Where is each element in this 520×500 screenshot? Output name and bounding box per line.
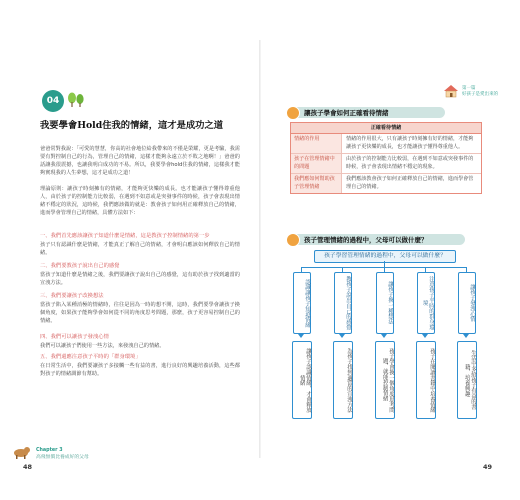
step-detail: 孩子學會換一個角度思考問題，就能控制情緒 [375, 341, 395, 419]
sub-paragraph-5: 在日常生活中，我們要讓孩子多接觸一些有益的書，進行良好的興趣培養活動，這些都對孩子的情緒調節有幫助。 [40, 363, 240, 377]
corner-label-line1: 第一篇 [462, 86, 476, 91]
table-key: 情緒的作用 [291, 134, 342, 153]
sub-paragraph-4: 我們可以讓孩子們使用一些方法，來發洩自己的情緒。 [40, 343, 165, 349]
step-label: 注意孩子平時的群身環境 [417, 272, 435, 334]
bulb-icon [286, 106, 300, 120]
section2-header [290, 234, 465, 245]
step-detail: 為孩子找到適當的宣洩方法 [333, 341, 353, 419]
subhead-1: 一、我們首先應該讓孩子知道什麼是情緒，這是教孩子控制情緒的第一步 [40, 233, 210, 239]
sub-paragraph-1: 孩子只有認識什麼是情緒，才能真正了解自己的情緒，才會明白應該如何釋放自己的情緒。 [40, 242, 240, 256]
emotion-table [290, 122, 482, 194]
trees-icon [67, 92, 85, 108]
footer-chapter-text: 高飛無價比養成好的父母 [36, 455, 89, 460]
table-row [291, 154, 481, 174]
principle-paragraph: 理論原則：讓孩子時刻擁有的情緒，才能夠更快樂的成長。也才能讓孩子懂得尊重他人，由於孩子的控制能力比較弱，在遇到不如意或是突發事件的時候，孩子會表現出情緒不穩定的狀況，這時候，我們應該做的就是：教會孩子如何用正確釋放自己的情緒，進而學會管理自己的情緒，具體方法如下： [40, 186, 240, 216]
table-key: 孩子在管理情緒中的問題 [291, 154, 342, 173]
corner-label-line2: 好孩子是愛出來的 [462, 92, 498, 97]
page-number-left: 48 [23, 463, 33, 471]
table-header: 正確看待情緒 [291, 123, 481, 134]
sub-paragraph-3: 當孩子陷入某種消極的情緒時，往往是因為一時的想不開，這時，我們要學會讓孩子換個角度，如果孩子能夠學會如何從不同的角度思考問題，那麼，孩子更容易控制自己的情緒。 [40, 302, 240, 324]
section1-title: 讓孩子學會如何正確看待情緒 [304, 109, 389, 117]
down-arrow-icon [339, 334, 345, 338]
sub-paragraph-2: 當孩子知道什麼是情緒之後，我們要讓孩子說出自己的感覺，這有助於孩子找到適當的宣洩方法。 [40, 272, 240, 286]
table-row [291, 134, 481, 154]
step-label: 讓孩子發洩心情 [458, 272, 476, 334]
step-label: 讓孩子換一種想法 [376, 272, 394, 334]
bulb-icon [286, 233, 300, 247]
table-key: 我們應如何幫助孩子管理情緒 [291, 174, 342, 193]
house-icon [443, 84, 459, 98]
table-row [291, 174, 481, 193]
table-value: 情緒的作用很大，只有讓孩子時刻擁有好的情緒，才能夠讓孩子更快樂的成長，也才能讓孩子懂得尊重他人。 [346, 136, 474, 150]
down-arrow-icon [463, 334, 469, 338]
dog-icon [10, 445, 32, 459]
step-detail: 讓孩子認識情緒，才會釋放情緒 [292, 341, 312, 419]
down-arrow-icon [381, 334, 387, 338]
subhead-4: 四、我們可以讓孩子發洩心情 [40, 334, 109, 340]
table-value: 我們應該教會孩子如何正確釋放自己的情緒，進而學會管理自己的情緒。 [346, 176, 474, 190]
footer-chapter [36, 448, 89, 460]
step-label: 認識讓孩子知道情緒 [293, 272, 311, 334]
footer-chapter-label: Chapter 3 [36, 448, 63, 453]
subhead-2: 二、我們要教孩子說出自己的感覺 [40, 263, 120, 269]
chapter-title: 我要學會Hold住我的情緒，這才是成功之道 [40, 120, 224, 131]
corner-label [462, 86, 498, 98]
down-arrow-icon [422, 334, 428, 338]
flow-title: 孩子學習管理情緒的過程中，父母可以做什麼？ [314, 250, 456, 263]
step-detail: 孩子在閱讀書籍中培養情緒 [416, 341, 436, 419]
down-arrow-icon [298, 334, 304, 338]
subhead-5: 五、我們還應注意孩子平時的「群身環境」 [40, 354, 141, 360]
step-label: 教孩子說出自己的感覺 [334, 272, 352, 334]
chapter-number-badge: 04 [42, 90, 64, 112]
table-value: 由於孩子的控制能力比較弱，在遇到不如意或突發事件的時候，孩子會表現出情緒不穩定的現象。 [346, 156, 474, 170]
step-detail: 生活中多給孩子有益的書籍，培養興趣 [457, 341, 477, 419]
section1-header [290, 107, 445, 118]
section2-title: 孩子管理情緒的過程中，父母可以做什麼？ [304, 236, 428, 244]
page-number-right: 49 [483, 463, 493, 471]
intro-paragraph: 爸爸常對我說：「可愛的慧慧，你高的社會地位給我帶來的不僅是榮耀，更是考驗，我需要有對控制自己的行為，管理自己的情緒，這樣才能夠永遠立於不敗之地啊！」爸爸的話讓我很震撼，也讓我明白成功的不易。所以，我要學會hold住我的情緒，這樣我才能夠實現我的人生夢想，這才是成功之道！ [40, 146, 240, 176]
subhead-3: 三、我們要讓孩子改換想法 [40, 293, 104, 299]
